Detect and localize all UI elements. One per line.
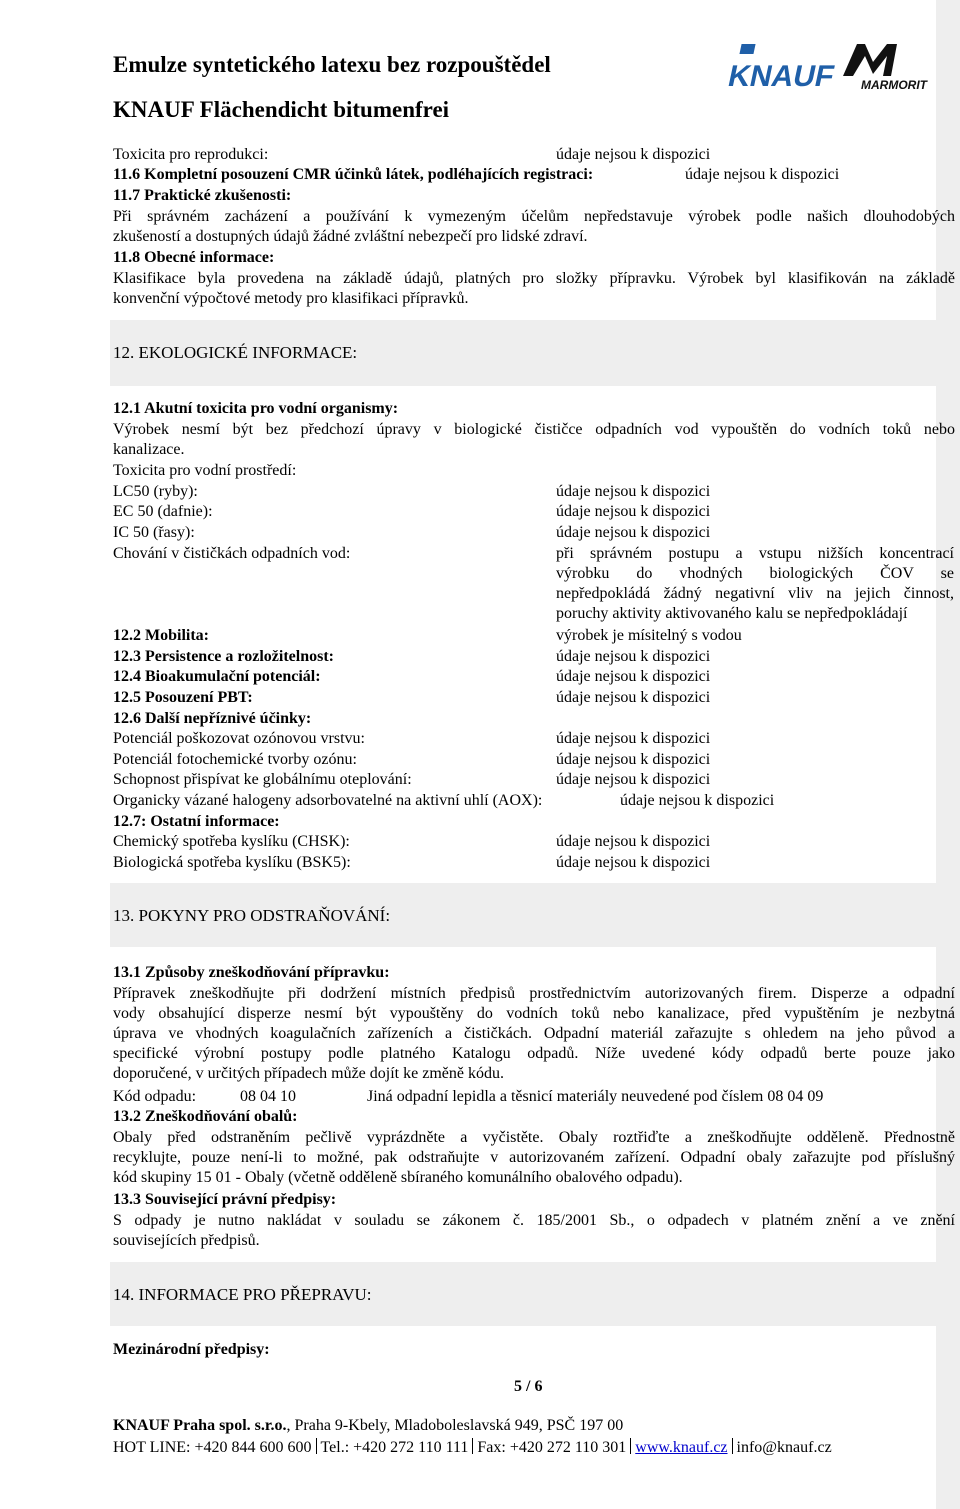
repro-value: údaje nejsou k dispozici [556,146,711,163]
footer-separator [316,1438,317,1454]
repro-label: Toxicita pro reprodukci: [113,146,269,163]
aox-value: údaje nejsou k dispozici [620,792,775,809]
legal-paragraph [113,1211,955,1251]
wwtp-label: Chování v čističkách odpadních vod: [113,545,351,562]
paragraph-line: Obaly před odstraněním pečlivě vyprázdněte a vyčistěte. Obaly roztřiďte a zneškodňujte odděleně. Přednostně [113,1129,955,1146]
packaging-paragraph [113,1128,955,1188]
section-12-title: 12. EKOLOGICKÉ INFORMACE: [113,343,358,362]
ic50-label: IC 50 (řasy): [113,524,195,541]
ozone-value: údaje nejsou k dispozici [556,730,711,747]
legal-heading: 13.3 Související právní předpisy: [113,1191,337,1208]
paragraph-line: poruchy aktivity aktivovaného kalu se nepředpokládají [556,605,908,622]
ozone-label: Potenciál poškozovat ozónovou vrstvu: [113,730,365,747]
paragraph-line: Při správném zacházení a používání k vymezeným účelům nepředstavuje výrobek podle našich dlouhodobých [113,208,955,225]
paragraph-line: kanalizace. [113,441,185,458]
footer-separator [630,1438,631,1454]
aquatic-paragraph [113,420,955,460]
paragraph-line: Výrobek nesmí být bez předchozí úpravy v biologické čističce odpadních vod vypouštěn do vodních toků nebo [113,421,955,438]
waste-code-description: Jiná odpadní lepidla a těsnicí materiály neuvedené pod číslem 08 04 09 [367,1088,824,1105]
bod-label: Biologická spotřeba kyslíku (BSK5): [113,854,351,871]
env-toxicity-label: Toxicita pro vodní prostředí: [113,462,297,479]
other-info-heading: 12.7: Ostatní informace: [113,813,280,830]
footer-company-address: , Praha 9-Kbely, Mladoboleslavská 949, PSČ 197 00 [286,1417,624,1434]
bioaccumulation-label: 12.4 Bioakumulační potenciál: [113,668,321,685]
general-paragraph [113,269,955,309]
warming-label: Schopnost přispívat ke globálnímu oteplování: [113,771,412,788]
disposal-methods-heading: 13.1 Způsoby zneškodňování přípravku: [113,964,390,981]
paragraph-line: kód skupiny 15 01 - Obaly (včetně odděleně sbíraného komunálního obalového odpadu). [113,1169,683,1186]
footer-separator [732,1438,733,1454]
document-subtitle: KNAUF Flächendicht bitumenfrei [113,97,450,122]
aox-label: Organicky vázané halogeny adsorbovatelné na aktivní uhlí (AOX): [113,792,543,809]
pbt-value: údaje nejsou k dispozici [556,689,711,706]
warming-value: údaje nejsou k dispozici [556,771,711,788]
paragraph-line: souvisejících předpisů. [113,1232,260,1249]
mobility-value: výrobek je mísitelný s vodou [556,627,742,644]
paragraph-line: doporučené, v určitých případech může dojít ke změně kódu. [113,1065,504,1082]
paragraph-line: S odpady je nutno nakládat v souladu se zákonem č. 185/2001 Sb., o odpadech v platném znění a ve znění [113,1212,955,1229]
paragraph-line: specifické výrobní postupy podle platného Katalogu odpadů. Níže uvedené kódy odpadů berte pouze jako [113,1045,955,1062]
aquatic-heading: 12.1 Akutní toxicita pro vodní organismy: [113,400,399,417]
ec50-label: EC 50 (dafnie): [113,503,213,520]
cmr-label: 11.6 Kompletní posouzení CMR účinků látek, podléhajících registraci: [113,166,594,183]
ic50-value: údaje nejsou k dispozici [556,524,711,541]
paragraph-line: výrobku do vhodných biologických ČOV se [556,565,954,582]
cod-value: údaje nejsou k dispozici [556,833,711,850]
ec50-value: údaje nejsou k dispozici [556,503,711,520]
footer-tel: Tel.: +420 272 110 111 [320,1439,469,1456]
paragraph-line: úprava ve vhodných koagulačních zařízeních a čističkách. Odpadní materiál zařazujte s ohledem na jeho původ a [113,1025,955,1042]
footer-hotline: HOT LINE: +420 844 600 600 [113,1439,312,1456]
marmorit-logo [835,40,935,92]
knauf-logo-text: KNAUF [725,60,838,93]
section-13-title: 13. POKYNY PRO ODSTRAŇOVÁNÍ: [113,906,391,925]
waste-code-label: Kód odpadu: [113,1088,197,1105]
knauf-logo [722,42,838,100]
persistence-value: údaje nejsou k dispozici [556,648,711,665]
paragraph-line: vody obsahující disperze nesmí být vypouštěny do vodních toků nebo kanalizace, před vypuštěním je nezbytná [113,1005,955,1022]
general-heading: 11.8 Obecné informace: [113,249,275,266]
footer-email[interactable]: info@knauf.cz [736,1439,832,1456]
footer-web-link[interactable]: www.knauf.cz [635,1439,728,1456]
wwtp-value [556,544,954,624]
marmorit-logo-text: MARMORIT [861,78,927,92]
footer-company-name: KNAUF Praha spol. s.r.o. [113,1417,287,1434]
packaging-heading: 13.2 Zneškodňování obalů: [113,1108,298,1125]
lc50-value: údaje nejsou k dispozici [556,483,711,500]
footer-contacts [113,1438,832,1457]
bod-value: údaje nejsou k dispozici [556,854,711,871]
persistence-label: 12.3 Persistence a rozložitelnost: [113,648,334,665]
document-title: Emulze syntetického latexu bez rozpouštědel [113,52,551,77]
paragraph-line: při správném postupu a vstupu nižších koncentrací [556,545,954,562]
waste-code: 08 04 10 [240,1088,296,1105]
cmr-value: údaje nejsou k dispozici [685,166,840,183]
practical-paragraph [113,207,955,247]
mobility-label: 12.2 Mobilita: [113,627,209,644]
paragraph-line: nepředpokládá žádný negativní vliv na jejich činnost, [556,585,954,602]
section-14-title: 14. INFORMACE PRO PŘEPRAVU: [113,1285,372,1304]
footer-separator [472,1438,473,1454]
lc50-label: LC50 (ryby): [113,483,198,500]
footer-fax: Fax: +420 272 110 301 [477,1439,627,1456]
pbt-label: 12.5 Posouzení PBT: [113,689,253,706]
photochem-label: Potenciál fotochemické tvorby ozónu: [113,751,357,768]
bioaccumulation-value: údaje nejsou k dispozici [556,668,711,685]
paragraph-line: recyklujte, pouze není-li to možné, pak odstraňujte v autorizovaném zařízení. Odpadní obaly zařazujte pod příslušný [113,1149,955,1166]
footer-company [113,1417,623,1435]
paragraph-line: Klasifikace byla provedena na základě údajů, platných pro složky přípravku. Výrobek byl klasifikován na základě [113,270,955,287]
other-effects-heading: 12.6 Další nepříznivé účinky: [113,710,312,727]
paragraph-line: zkušeností a dostupných údajů žádné zvláštní nebezpečí pro lidské zdraví. [113,228,588,245]
disposal-methods-paragraph [113,984,955,1084]
photochem-value: údaje nejsou k dispozici [556,751,711,768]
paragraph-line: Přípravek zneškodňujte při dodržení místních předpisů prostřednictvím autorizovaných firem. Disperze a odpadní [113,985,955,1002]
intl-regulations-heading: Mezinárodní předpisy: [113,1341,270,1358]
page-number: 5 / 6 [514,1378,543,1395]
paragraph-line: konvenční výpočtové metody pro klasifikaci přípravků. [113,290,469,307]
practical-heading: 11.7 Praktické zkušenosti: [113,187,292,204]
cod-label: Chemický spotřeba kyslíku (CHSK): [113,833,350,850]
